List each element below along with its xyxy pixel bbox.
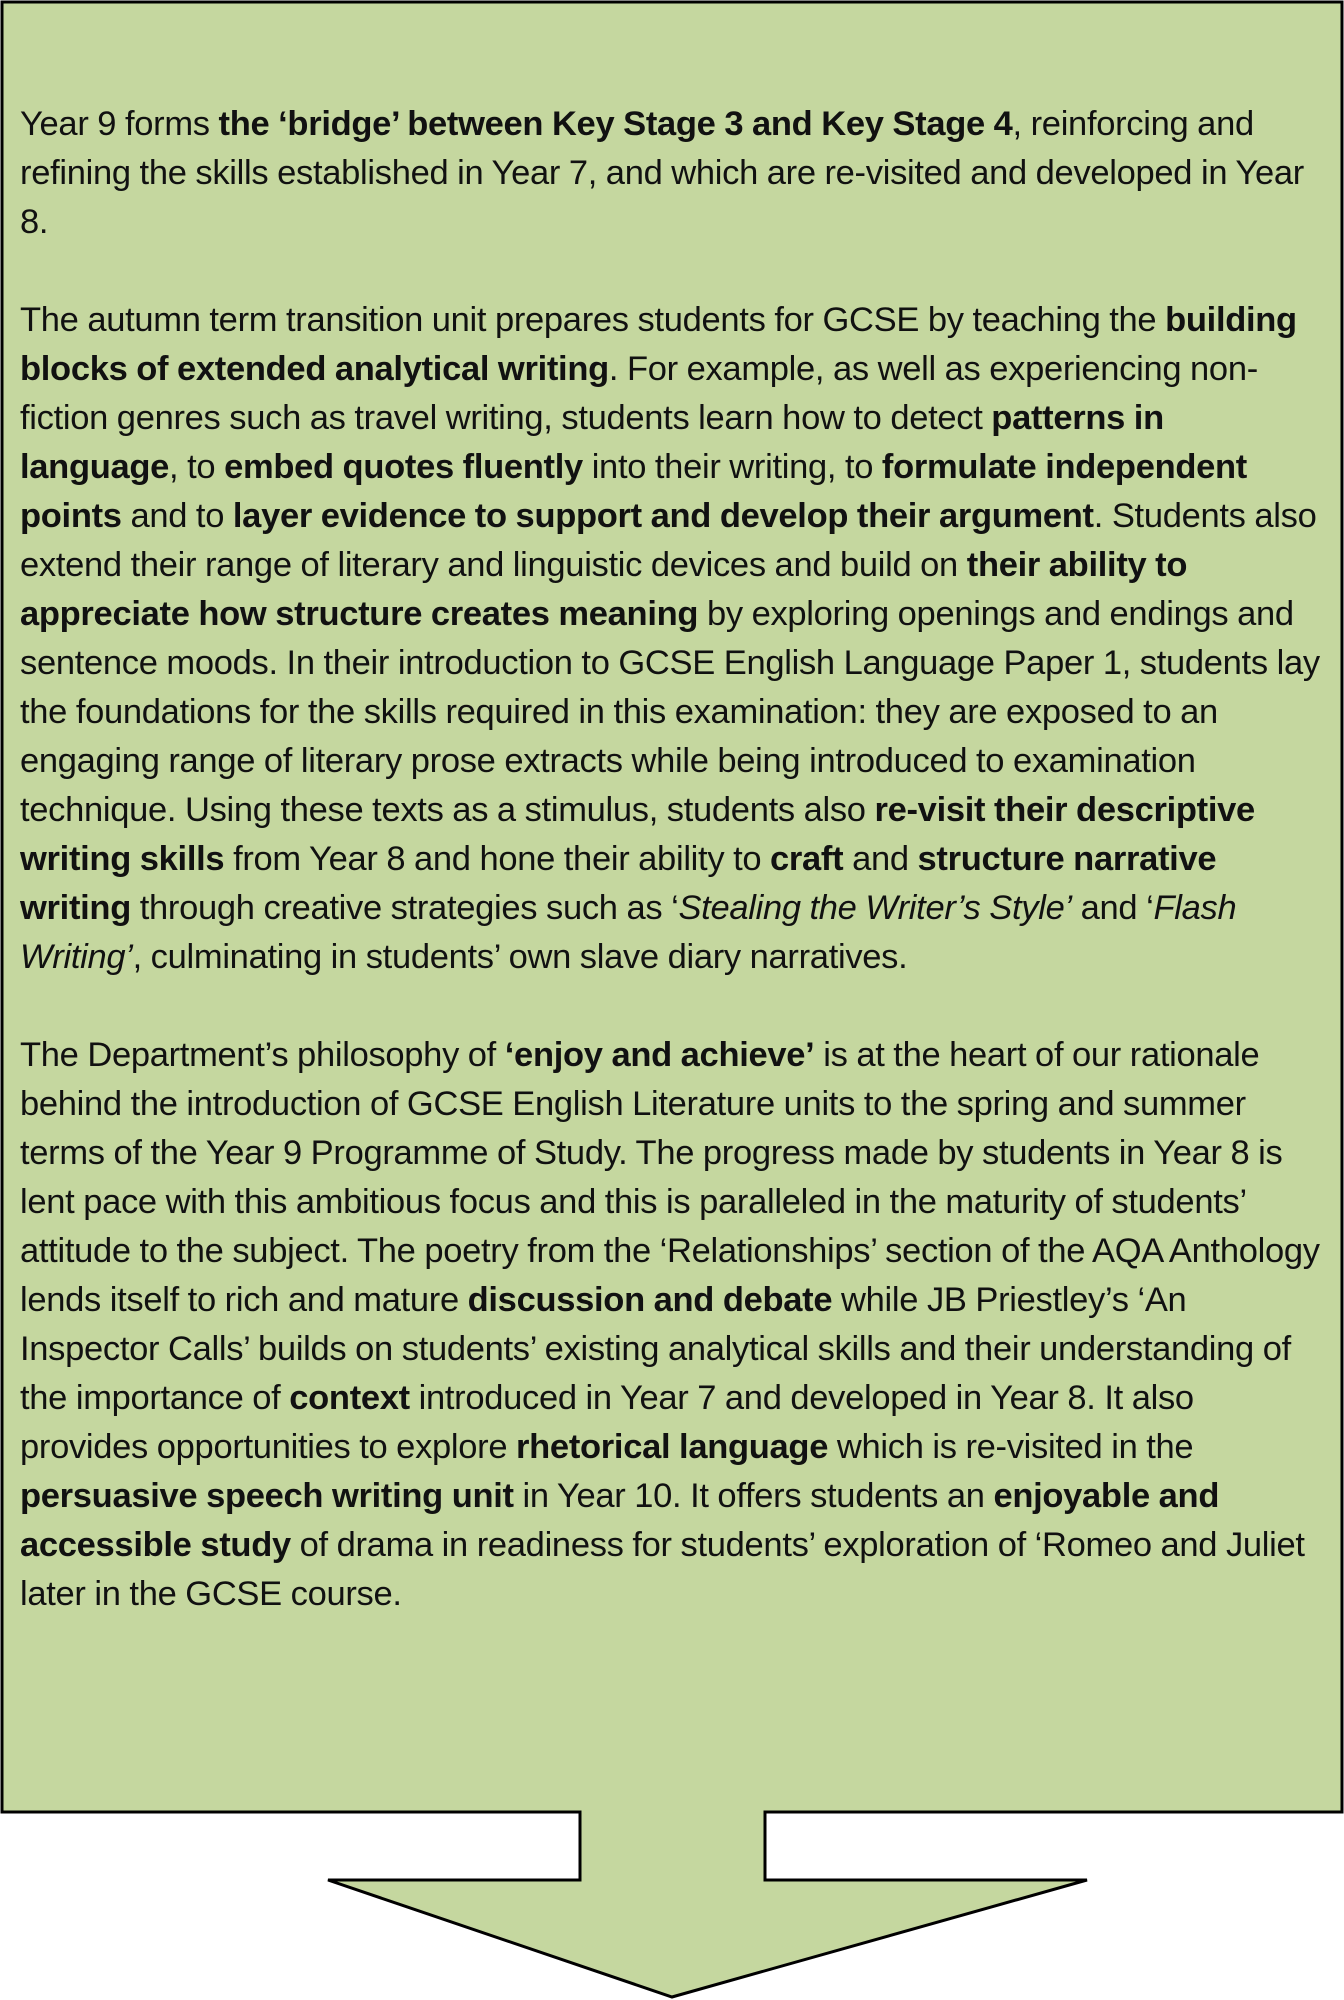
body-text: Year 9 forms	[20, 105, 219, 143]
body-text: , culminating in students’ own slave diary narratives.	[132, 938, 908, 976]
body-text: , reinforcing and refining the skills established in Year 7, and which are re-visited and developed in Year 8.	[20, 105, 1304, 241]
body-text: by exploring openings and endings and sentence moods. In their introduction to GCSE English Language Paper 1, students lay the foundations for the skills required in this examination: they are exposed to an engaging range of literary prose extracts while being introduced to examination technique. Using these texts as a stimulus, students also	[20, 595, 1320, 829]
body-text: from Year 8 and hone their ability to	[224, 840, 771, 878]
body-text: through creative strategies such as ‘	[130, 889, 679, 927]
emphasis-text: patterns in language	[20, 399, 1164, 486]
paragraph-3	[20, 1031, 1330, 1619]
body-text: while JB Priestley’s ‘An Inspector Calls’ builds on students’ existing analytical skills and their understanding of the importance of	[20, 1281, 1291, 1417]
body-text: is at the heart of our rationale behind the introduction of GCSE English Literature units to the spring and summer terms of the Year 9 Programme of Study. The progress made by students in Year 8 is lent pace with this ambitious focus and this is paralleled in the maturity of students’ attitude to the subject. The poetry from the ‘Relationships’ section of the AQA Anthology lends itself to rich and mature	[20, 1036, 1320, 1319]
body-text: which is re-visited in the	[828, 1428, 1194, 1466]
emphasis-text: persuasive speech writing unit	[20, 1477, 514, 1515]
body-text: . For example, as well as experiencing non-fiction genres such as travel writing, students learn how to detect	[20, 350, 1258, 437]
body-text: of drama in readiness for students’ exploration of ‘Romeo and Juliet later in the GCSE course.	[20, 1526, 1305, 1613]
emphasis-text: embed quotes fluently	[224, 448, 583, 486]
callout-text	[20, 100, 1330, 1668]
emphasis-text: discussion and debate	[467, 1281, 833, 1319]
body-text: , to	[169, 448, 225, 486]
body-text: The Department’s philosophy of	[20, 1036, 505, 1074]
emphasis-text: enjoyable and accessible study	[20, 1477, 1220, 1564]
italic-text: Flash Writing’	[20, 889, 1237, 976]
italic-text: Stealing the Writer’s Style’	[678, 889, 1072, 927]
paragraph-2	[20, 296, 1330, 982]
body-text: and to	[121, 497, 233, 535]
body-text: The autumn term transition unit prepares students for GCSE by teaching the	[20, 301, 1166, 339]
emphasis-text: structure narrative writing	[20, 840, 1217, 927]
body-text: and ‘	[1071, 889, 1154, 927]
body-text: in Year 10. It offers students an	[513, 1477, 994, 1515]
emphasis-text: craft	[770, 840, 844, 878]
paragraph-1	[20, 100, 1330, 247]
emphasis-text: the ‘bridge’ between Key Stage 3 and Key Stage 4	[218, 105, 1013, 143]
emphasis-text: layer evidence to support and develop their argument	[232, 497, 1094, 535]
emphasis-text: context	[289, 1379, 410, 1417]
emphasis-text: rhetorical language	[516, 1428, 829, 1466]
body-text: into their writing, to	[582, 448, 882, 486]
body-text: and	[843, 840, 918, 878]
emphasis-text: re-visit their descriptive writing skills	[20, 791, 1255, 878]
emphasis-text: ‘enjoy and achieve’	[504, 1036, 815, 1074]
emphasis-text: formulate independent points	[20, 448, 1247, 535]
body-text: . Students also extend their range of literary and linguistic devices and build on	[20, 497, 1317, 584]
emphasis-text: building blocks of extended analytical writing	[20, 301, 1297, 388]
emphasis-text: their ability to appreciate how structure creates meaning	[20, 546, 1188, 633]
body-text: introduced in Year 7 and developed in Year 8. It also provides opportunities to explore	[20, 1379, 1194, 1466]
